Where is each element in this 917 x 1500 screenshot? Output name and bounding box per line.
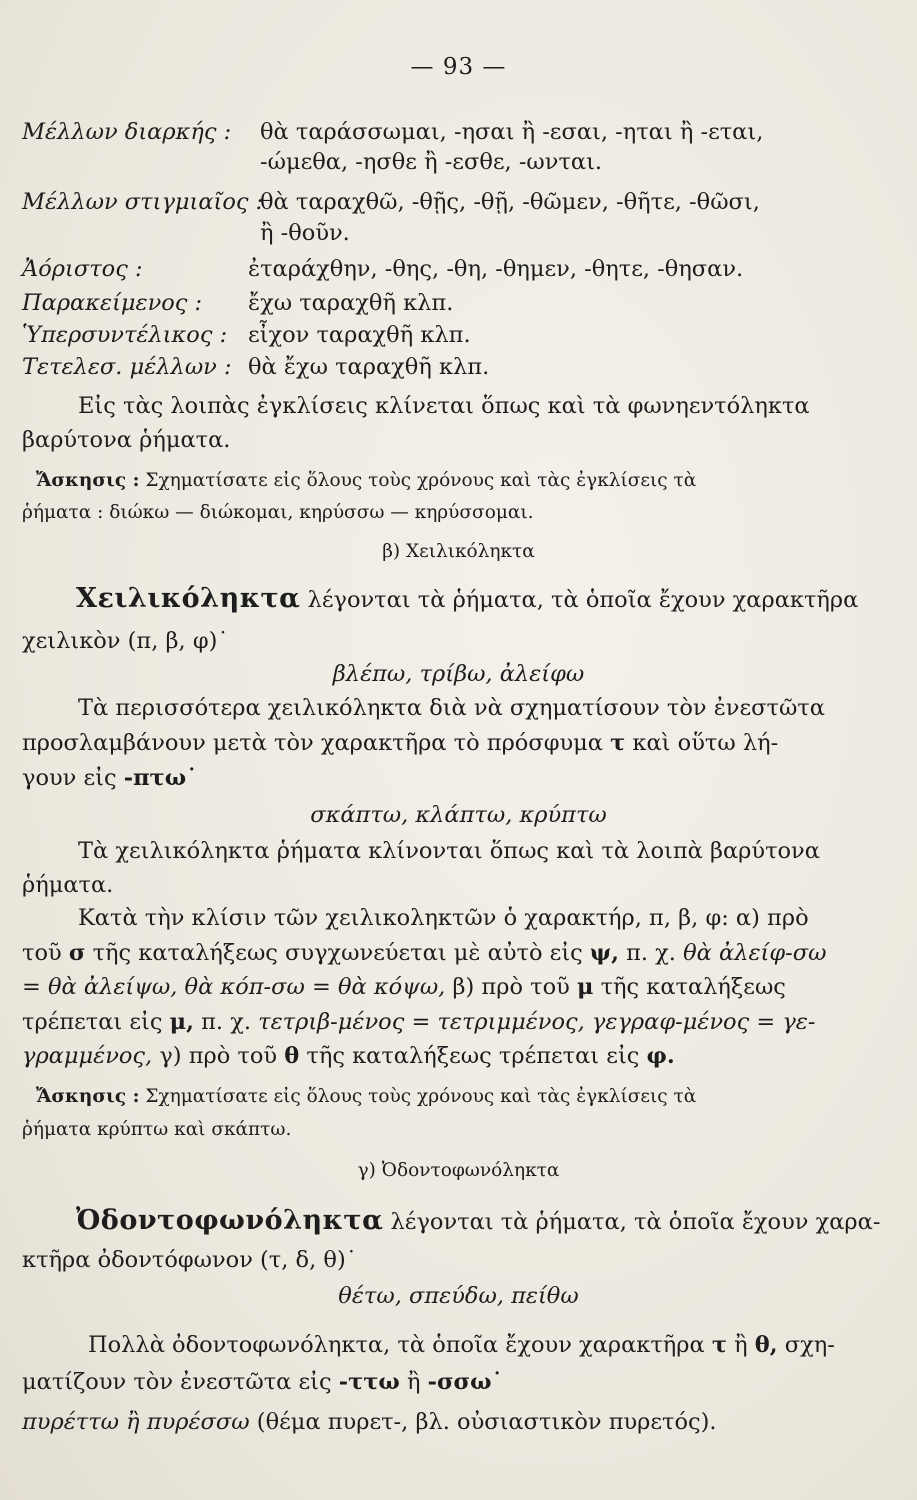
paragraph-line: Πολλὰ ὀδοντοφωνόληκτα, τὰ ὁποῖα ἔχουν χαρακτῆρα τ ἢ θ, σχη- xyxy=(88,1332,835,1358)
paragraph-line: Εἰς τὰς λοιπὰς ἐγκλίσεις κλίνεται ὅπως καὶ τὰ φωνηεντόληκτα xyxy=(78,393,810,419)
tense-form: ἐταράχθην, -θης, -θη, -θημεν, -θητε, -θησαν. xyxy=(248,256,744,282)
tense-label-future-perfect: Τετελεσ. μέλλων : xyxy=(22,354,232,380)
exercise-label: Ἄσκησις : xyxy=(36,1086,140,1107)
exercise-text: Σχηματίσατε εἰς ὅλους τοὺς χρόνους καὶ τὰς ἐγκλίσεις τὰ xyxy=(145,470,697,491)
exercise-line: ῥήματα κρύπτω καὶ σκάπτω. xyxy=(22,1119,292,1140)
paragraph-line: Τὰ περισσότερα χειλικόληκτα διὰ νὰ σχηματίσουν τὸν ἐνεστῶτα xyxy=(78,695,825,721)
paragraph-line: = θὰ ἀλείψω, θὰ κόπ-σω = θὰ κόψω, β) πρὸ τοῦ μ τῆς καταλήξεως xyxy=(22,974,786,1000)
examples-line: θέτω, σπεύδω, πείθω xyxy=(338,1283,579,1309)
paragraph-line: ματίζουν τὸν ἐνεστῶτα εἰς -ττω ἢ -σσω˙ xyxy=(22,1369,503,1395)
definition-line xyxy=(76,1206,880,1237)
exercise-line xyxy=(36,466,696,496)
paragraph-line: Κατὰ τὴν κλίσιν τῶν χειλικοληκτῶν ὁ χαρακτήρ, π, β, φ: α) πρὸ xyxy=(78,905,809,931)
section-heading-b: β) Χειλικόληκτα xyxy=(382,541,535,562)
paragraph-line: γραμμένος, γ) πρὸ τοῦ θ τῆς καταλήξεως τρέπεται εἰς φ. xyxy=(22,1043,675,1069)
tense-form: ἔχω ταραχθῆ κλπ. xyxy=(248,290,454,316)
section-heading-c: γ) Ὀδοντοφωνόληκτα xyxy=(357,1160,560,1181)
tense-label-aorist: Ἀόριστος : xyxy=(22,256,143,282)
definition-term: Ὀδοντοφωνόληκτα xyxy=(76,1205,384,1236)
exercise-line: ῥήματα : διώκω — διώκομαι, κηρύσσω — κηρύσσομαι. xyxy=(22,502,534,523)
tense-form: θὰ ταραχθῶ, -θῇς, -θῇ, -θῶμεν, -θῆτε, -θῶσι, xyxy=(260,189,760,215)
exercise-text: Σχηματίσατε εἰς ὅλους τοὺς χρόνους καὶ τὰς ἐγκλίσεις τὰ xyxy=(145,1086,697,1107)
tense-label-perfect: Παρακείμενος : xyxy=(22,290,203,316)
definition-text: λέγονται τὰ ῥήματα, τὰ ὁποῖα ἔχουν χαρακτῆρα xyxy=(307,587,859,613)
page-number: — 93 — xyxy=(410,54,507,80)
tense-form: -ώμεθα, -ησθε ἢ -εσθε, -ωνται. xyxy=(260,149,603,175)
tense-form: θὰ ἔχω ταραχθῆ κλπ. xyxy=(248,354,490,380)
exercise-label: Ἄσκησις : xyxy=(36,470,140,491)
exercise-line xyxy=(36,1082,696,1112)
paragraph-line: ῥήματα. xyxy=(22,872,114,898)
definition-line: κτῆρα ὀδοντόφωνον (τ, δ, θ)˙ xyxy=(22,1247,357,1273)
paragraph-line: Τὰ χειλικόληκτα ῥήματα κλίνονται ὅπως καὶ τὰ λοιπὰ βαρύτονα xyxy=(78,838,820,864)
examples-line: βλέπω, τρίβω, ἀλείφω xyxy=(332,661,585,687)
examples-line: σκάπτω, κλάπτω, κρύπτω xyxy=(310,802,607,828)
tense-form: θὰ ταράσσωμαι, -ησαι ἢ -εσαι, -ηται ἢ -εται, xyxy=(260,119,764,145)
paragraph-line: προσλαμβάνουν μετὰ τὸν χαρακτῆρα τὸ πρόσφυμα τ καὶ οὕτω λή- xyxy=(22,730,779,756)
tense-label-future-continuous: Μέλλων διαρκής : xyxy=(22,119,232,145)
tense-label-pluperfect: Ὑπερσυντέλικος : xyxy=(22,322,228,348)
definition-line xyxy=(76,584,858,615)
definition-text: λέγονται τὰ ῥήματα, τὰ ὁποῖα ἔχουν χαρα- xyxy=(390,1209,881,1235)
paragraph-line: γουν εἰς -πτω˙ xyxy=(22,765,198,791)
tense-label-future-simple: Μέλλων στιγμιαῖος : xyxy=(22,189,264,215)
paragraph-line: βαρύτονα ῥήματα. xyxy=(22,427,231,453)
tense-form: ἢ -θοῦν. xyxy=(260,220,350,246)
paragraph-line: πυρέττω ἢ πυρέσσω (θέμα πυρετ-, βλ. οὐσιαστικὸν πυρετός). xyxy=(22,1409,717,1435)
definition-line: χειλικὸν (π, β, φ)˙ xyxy=(22,628,229,654)
tense-form: εἶχον ταραχθῆ κλπ. xyxy=(248,322,471,348)
paragraph-line: τρέπεται εἰς μ, π. χ. τετριβ-μένος = τετριμμένος, γεγραφ-μένος = γε- xyxy=(22,1009,816,1035)
definition-term: Χειλικόληκτα xyxy=(76,583,301,614)
paragraph-line: τοῦ σ τῆς καταλήξεως συγχωνεύεται μὲ αὐτὸ εἰς ψ, π. χ. θὰ ἀλείφ-σω xyxy=(22,940,827,966)
